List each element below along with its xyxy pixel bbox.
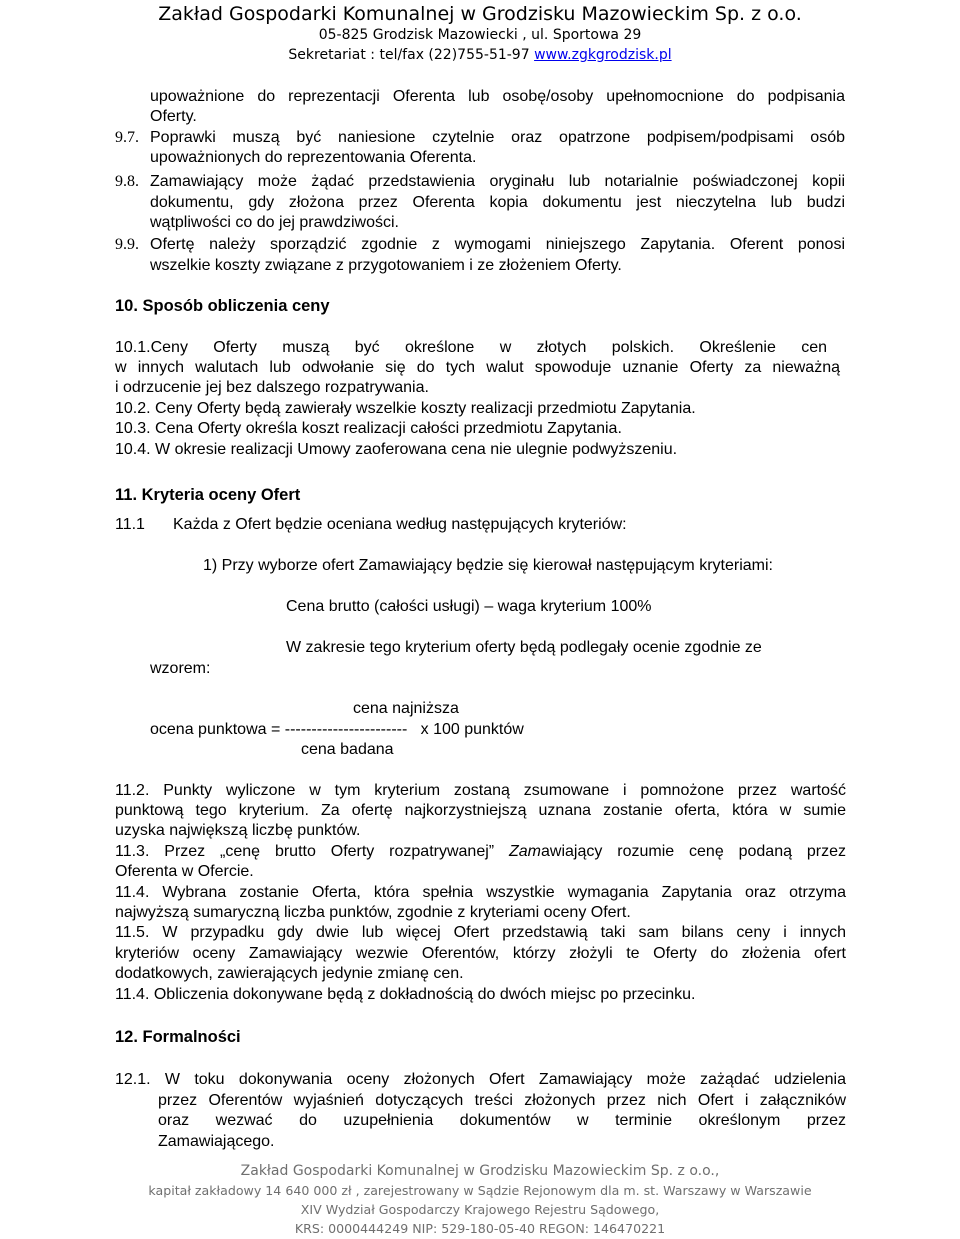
formula-line: ocena punktowa = ----------------------- x 100 punktów — [150, 721, 524, 738]
paragraph-9-8-number: 9.8. — [115, 173, 139, 190]
formula-intro: W zakresie tego kryterium oferty będą podlegały ocenie zgodnie ze — [286, 639, 762, 656]
criterion-price: Cena brutto (całości usługi) – waga kryterium 100% — [286, 598, 652, 615]
paragraph-11-4-rounding: 11.4. Obliczenia dokonywane będą z dokładnością do dwóch miejsc po przecinku. — [115, 986, 696, 1003]
paragraph-9-9-number: 9.9. — [115, 236, 139, 253]
section-12-heading: 12. Formalności — [115, 1028, 241, 1046]
paragraph-11-4-line-2: najwyższą sumaryczną liczba punktów, zgodnie z kryteriami oceny Ofert. — [115, 904, 631, 921]
paragraph-9-6-line-1: upoważnione do reprezentacji Oferenta lub osobę/osoby upełnomocnione do podpisania — [150, 88, 845, 105]
contact-line — [0, 46, 960, 64]
paragraph-11-5-line-1: 11.5. W przypadku gdy dwie lub więcej Ofert przedstawią taki sam bilans ceny i innych — [115, 924, 846, 941]
paragraph-12-1-line-1: 12.1. W toku dokonywania oceny złożonych Ofert Zamawiający może zażądać udzielenia — [115, 1071, 846, 1088]
paragraph-11-2-line-1: 11.2. Punkty wyliczone w tym kryterium zostaną zsumowane i pomnożone przez wartość — [115, 782, 846, 799]
footer-ids: KRS: 0000444249 NIP: 529-180-05-40 REGON: 146470221 — [294, 1221, 666, 1236]
paragraph-11-2-line-3: uzyska największą liczbę punktów. — [115, 822, 361, 839]
paragraph-9-9-line-2: wszelkie koszty związane z przygotowaniem i ze złożeniem Oferty. — [150, 257, 622, 274]
paragraph-9-7-line-2: upoważnionych do reprezentowania Oferenta. — [150, 149, 477, 166]
company-address: 05-825 Grodzisk Mazowiecki , ul. Sportowa 29 — [318, 27, 642, 43]
paragraph-10-4: 10.4. W okresie realizacji Umowy zaoferowana cena nie ulegnie podwyższeniu. — [115, 441, 678, 458]
paragraph-10-3: 10.3. Cena Oferty określa koszt realizacji całości przedmiotu Zapytania. — [115, 420, 622, 437]
website-link[interactable]: www.zgkgrodzisk.pl — [534, 47, 672, 63]
formula-word: wzorem: — [150, 660, 211, 677]
paragraph-11-1: Każda z Ofert będzie oceniana według następujących kryteriów: — [173, 516, 627, 533]
paragraph-11-5-line-3: dodatkowych, zawierających jedynie zmianę cen. — [115, 965, 464, 982]
paragraph-9-8-line-2: dokumentu, gdy złożona przez Oferenta kopia dokumentu jest nieczytelna lub budzi — [150, 194, 845, 211]
paragraph-10-1-line-2: w innych walutach lub odwołanie się do tych walut spowoduje uznanie Oferty za nieważną — [115, 359, 840, 376]
section-10-heading: 10. Sposób obliczenia ceny — [115, 297, 330, 315]
paragraph-11-3-text: 11.3. Przez „cenę brutto Oferty rozpatrywanej” — [115, 843, 509, 860]
paragraph-10-1-line-3: i odrzucenie jej bez dalszego rozpatrywania. — [115, 379, 429, 396]
formula-denominator: cena badana — [301, 741, 394, 758]
paragraph-9-8-line-1: Zamawiający może żądać przedstawienia oryginału lub notarialnie poświadczonej kopii — [150, 173, 845, 190]
paragraph-11-4-line-1: 11.4. Wybrana zostanie Oferta, która spełnia wszystkie wymagania Zapytania oraz otrzyma — [115, 884, 846, 901]
paragraph-9-8-line-3: wątpliwości co do jej prawdziwości. — [150, 214, 399, 231]
paragraph-10-1-line-1: 10.1.Ceny Oferty muszą być określone w złotych polskich. Określenie cen — [115, 339, 827, 356]
secretariat-phone: Sekretariat : tel/fax (22)755-51-97 — [288, 47, 535, 63]
paragraph-11-3-rest: awiający rozumie cenę podaną przez — [541, 843, 846, 860]
paragraph-9-7-line-1: Poprawki muszą być naniesione czytelnie oraz opatrzone podpisem/podpisami osób — [150, 129, 845, 146]
footer-capital: kapitał zakładowy 14 640 000 zł , zarejestrowany w Sądzie Rejonowym dla m. st. Warszawy w Warszawie — [148, 1183, 812, 1198]
paragraph-11-3-line-2: Oferenta w Ofercie. — [115, 863, 254, 880]
paragraph-11-1-number: 11.1 — [115, 516, 145, 533]
paragraph-12-1-line-3: oraz wezwać do uzupełnienia dokumentów w terminie określonym przez — [158, 1112, 846, 1129]
paragraph-9-7-number: 9.7. — [115, 129, 139, 146]
criteria-item-1: 1) Przy wyborze ofert Zamawiający będzie się kierował następującym kryteriami: — [203, 557, 773, 574]
paragraph-11-3-italic: Zam — [509, 843, 541, 860]
paragraph-9-9-line-1: Ofertę należy sporządzić zgodnie z wymogami niniejszego Zapytania. Oferent ponosi — [150, 236, 845, 253]
formula-numerator: cena najniższa — [353, 700, 459, 717]
paragraph-11-2-line-2: punktową tego kryterium. Za ofertę najkorzystniejszą uznana zostanie oferta, która w sumie — [115, 802, 846, 819]
paragraph-11-5-line-2: kryteriów oceny Zamawiający wezwie Oferentów, którzy złożyli te Oferty do złożenia ofert — [115, 945, 846, 962]
footer-registry: XIV Wydział Gospodarczy Krajowego Rejestru Sądowego, — [300, 1202, 660, 1217]
paragraph-10-2: 10.2. Ceny Oferty będą zawierały wszelkie koszty realizacji przedmiotu Zapytania. — [115, 400, 696, 417]
paragraph-12-1-line-4: Zamawiającego. — [158, 1133, 275, 1150]
page-footer — [0, 1162, 960, 1238]
footer-company: Zakład Gospodarki Komunalnej w Grodzisku Mazowieckim Sp. z o.o., — [240, 1163, 720, 1179]
company-name: Zakład Gospodarki Komunalnej w Grodzisku Mazowieckim Sp. z o.o. — [158, 3, 802, 25]
section-11-heading: 11. Kryteria oceny Ofert — [115, 486, 301, 504]
paragraph-9-6-line-2: Oferty. — [150, 108, 197, 125]
paragraph-12-1-line-2: przez Oferentów wyjaśnień dotyczących treści złożonych przez nich Ofert i załączników — [158, 1092, 846, 1109]
